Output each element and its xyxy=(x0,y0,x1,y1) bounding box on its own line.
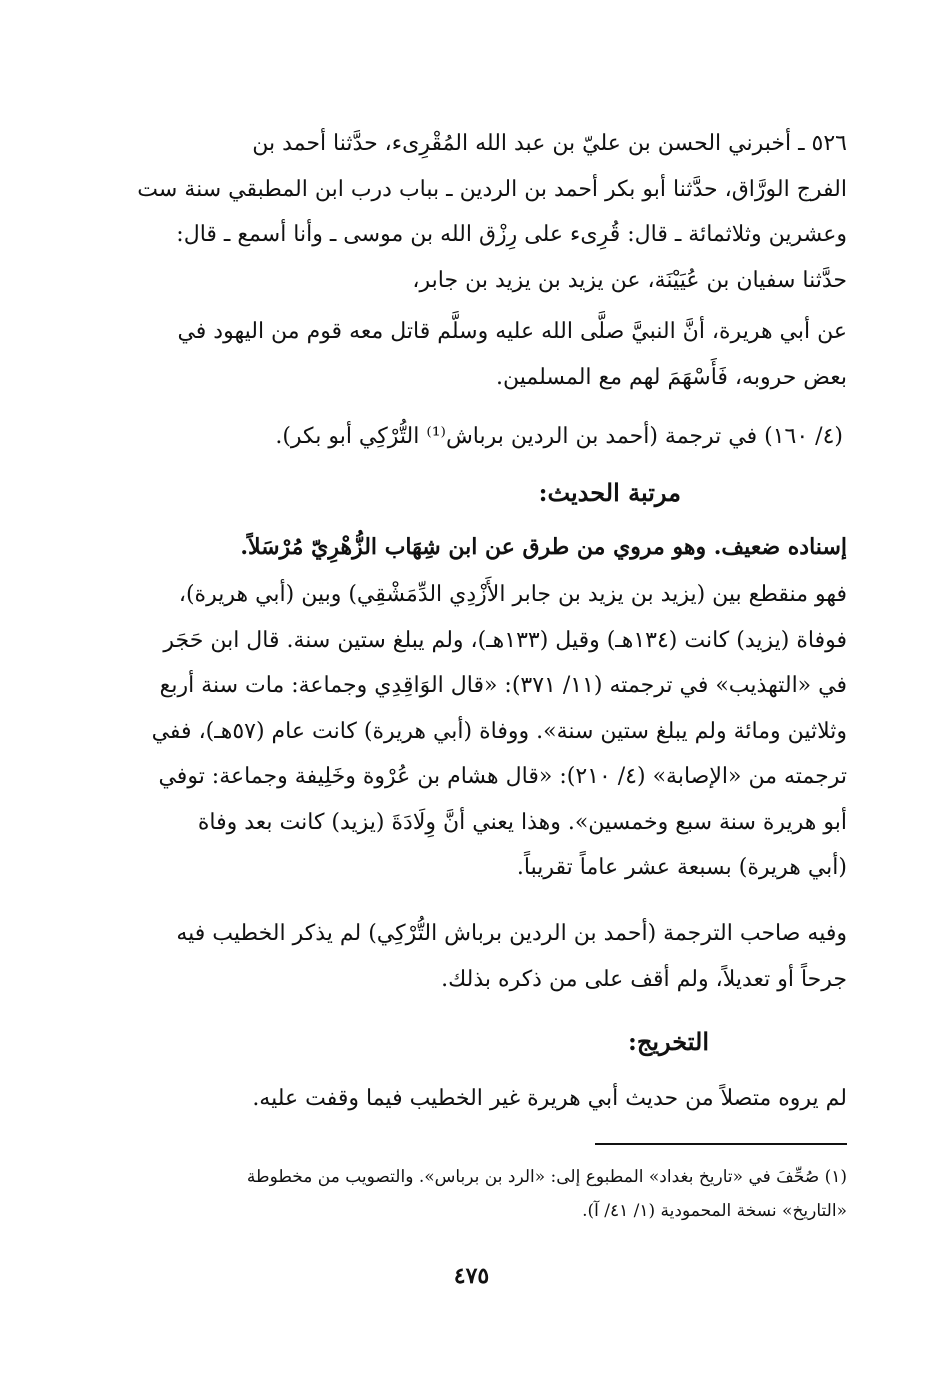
hadith-matn xyxy=(97,309,847,400)
hadith-isnad xyxy=(97,121,847,303)
footnote-line: «التاريخ» نسخة المحمودية (١/ ٤١/ آ). xyxy=(582,1201,847,1221)
takhrij-text: لم يروه متصلاً من حديث أبي هريرة غير الخطيب فيما وقفت عليه. xyxy=(252,1086,847,1111)
explanation-line: (أبي هريرة) بسبعة عشر عاماً تقريباً. xyxy=(516,855,847,880)
narrator-note-line: جرحاً أو تعديلاً، ولم أقف على من ذكره بذلك. xyxy=(441,966,847,992)
narrator-note xyxy=(97,911,847,1002)
narrator-note-line: وفيه صاحب الترجمة (أحمد بن الردين برباش التُّرْكِي) لم يذكر الخطيب فيه xyxy=(176,921,847,946)
explanation-line: في «التهذيب» في ترجمته (١١/ ٣٧١): «قال الوَاقِدِي وجماعة: مات سنة أربع xyxy=(159,673,847,698)
explanation-line: فوفاة (يزيد) كانت (١٣٤هـ) وقيل (١٣٣هـ)، ولم يبلغ ستين سنة. قال ابن حَجَر xyxy=(163,627,847,653)
footnote xyxy=(97,1160,847,1228)
footnote-separator xyxy=(595,1143,847,1145)
rank-heading: مرتبة الحديث: xyxy=(538,478,681,507)
takhrij-heading: التخريج: xyxy=(628,1027,709,1056)
explanation-line: ترجمته من «الإصابة» (٤/ ٢١٠): «قال هشام بن عُرْوة وخَلِيفة وجماعة: توفي xyxy=(158,764,847,789)
matn-line: عن أبي هريرة، أنَّ النبيَّ صلَّى الله عليه وسلَّم قاتل معه قوم من اليهود في xyxy=(177,319,847,344)
explanation-line: فهو منقطع بين (يزيد بن يزيد بن جابر الأَزْدِي الدِّمَشْقِي) وبين (أبي هريرة)، xyxy=(178,582,847,607)
hadith-line: الفرج الورَّاق، حدَّثنا أبو بكر أحمد بن الردين ـ بباب درب ابن المطبقي سنة ست xyxy=(137,176,847,202)
page-number: ٤٧٥ xyxy=(453,1263,490,1289)
explanation-line: أبو هريرة سنة سبع وخمسين». وهذا يعني أنَّ وِلَادَةَ (يزيد) كانت بعد وفاة xyxy=(197,809,847,835)
footnote-line: (١) صُحِّفَ في «تاريخ بغداد» المطبوع إلى: «الرد بن برباس». والتصويب من مخطوطة xyxy=(246,1167,847,1187)
hadith-line: ٥٢٦ ـ أخبرني الحسن بن عليّ بن عبد الله المُقْرِىء، حدَّثنا أحمد بن xyxy=(252,131,847,156)
rank-summary: إسناده ضعيف. وهو مروي من طرق عن ابن شِهَاب الزُّهْرِيّ مُرْسَلاً. xyxy=(240,534,847,560)
matn-line: بعض حروبه، فَأَسْهَمَ لهم مع المسلمين. xyxy=(496,364,847,390)
explanation-paragraph xyxy=(97,572,847,891)
hadith-line: حدَّثنا سفيان بن عُيَيْنَة، عن يزيد بن يزيد بن جابر، xyxy=(412,267,847,293)
explanation-line: وثلاثين ومائة ولم يبلغ ستين سنة». ووفاة (أبي هريرة) كانت عام (٥٧هـ)، ففي xyxy=(151,718,847,744)
source-reference: (٤/ ١٦٠) في ترجمة (أحمد بن الردين برباش⁽¹⁾ التُّرْكِي أبو بكر). xyxy=(275,424,843,449)
hadith-line: وعشرين وثلاثمائة ـ قال: قُرِىء على رِزْق الله بن موسى ـ وأنا أسمع ـ قال: xyxy=(176,222,847,247)
